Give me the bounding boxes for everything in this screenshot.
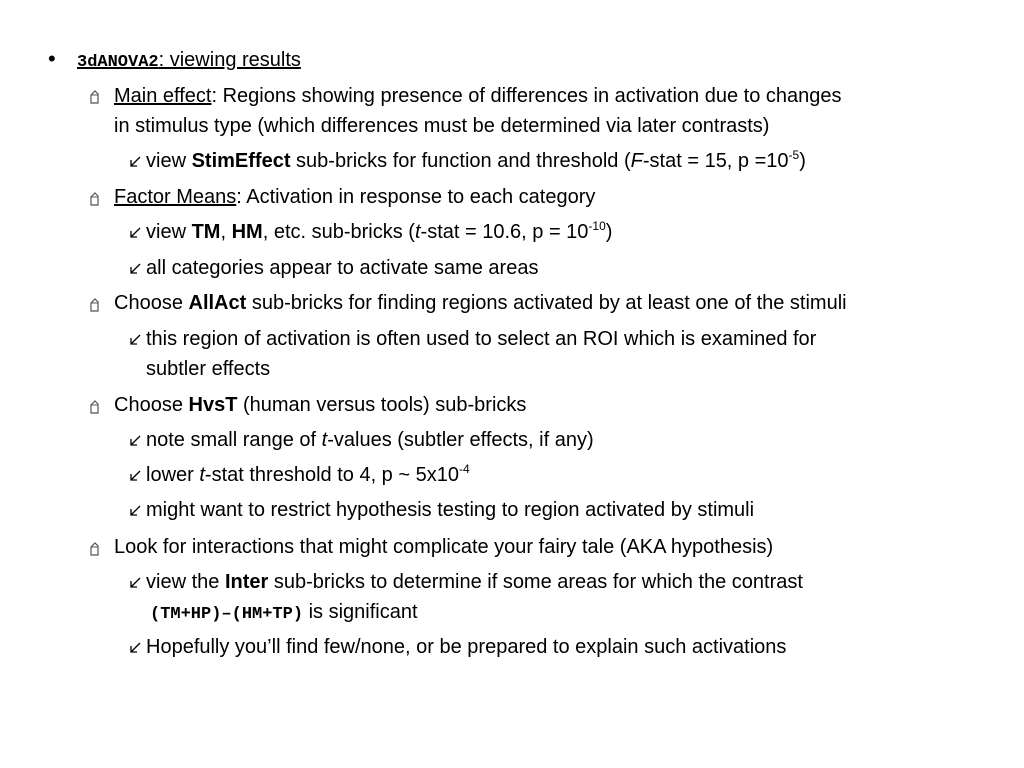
- pencil-bullet-icon: [88, 398, 100, 418]
- restrict-line: might want to restrict hypothesis testing to region activated by stimuli: [146, 499, 755, 521]
- tm-hm-line: view TM, HM, etc. sub-bricks (t-stat = 10.6, $p = 10^{-10}$): [146, 219, 613, 243]
- main-effect-line-2: in stimulus type (which differences must be determined via later contrasts): [114, 115, 770, 137]
- arrow-bullet-icon: [128, 155, 142, 169]
- arrow-bullet-icon: [128, 504, 142, 518]
- heading-code: 3dANOVA2: [77, 53, 159, 72]
- arrow-bullet-icon: [128, 434, 142, 448]
- factor-means-label: Factor Means: [114, 186, 237, 208]
- pencil-bullet-icon: [88, 190, 100, 210]
- main-effect-label: Main effect: [114, 85, 212, 107]
- inter-line-1: view the Inter sub-bricks to determine if some areas for which the contrast: [146, 571, 803, 593]
- main-effect-line-1: Main effect: Regions showing presence of differences in activation due to changes: [114, 85, 842, 107]
- pencil-bullet-icon: [88, 540, 100, 560]
- arrow-bullet-icon: [128, 262, 142, 276]
- slide-heading: [77, 48, 301, 75]
- interactions-line: Look for interactions that might complicate your fairy tale (AKA hypothesis): [114, 536, 774, 558]
- inter-line-2: (TM+HP)–(HM+TP) is significant: [150, 601, 418, 624]
- hopefully-line: Hopefully you’ll find few/none, or be prepared to explain such activations: [146, 636, 787, 658]
- arrow-bullet-icon: [128, 333, 142, 347]
- pencil-bullet-icon: [88, 88, 100, 108]
- roi-line-1: this region of activation is often used to select an ROI which is examined for: [146, 328, 817, 350]
- all-categories-line: all categories appear to activate same areas: [146, 257, 539, 279]
- allact-line: Choose AllAct sub-bricks for finding regions activated by at least one of the stimuli: [114, 292, 847, 314]
- threshold-line: lower t-stat threshold to 4, p ~ $5x10^{-4}$: [146, 462, 470, 486]
- hvst-line: Choose HvsT (human versus tools) sub-bricks: [114, 394, 527, 416]
- arrow-bullet-icon: [128, 469, 142, 483]
- contrast-code: (TM+HP)–(HM+TP): [150, 605, 304, 624]
- round-bullet-icon: •: [48, 46, 56, 71]
- arrow-bullet-icon: [128, 641, 142, 655]
- heading-text: : viewing results: [158, 49, 301, 71]
- t-values-line: note small range of t-values (subtler effects, if any): [146, 429, 594, 451]
- arrow-bullet-icon: [128, 576, 142, 590]
- factor-means-line: Factor Means: Activation in response to each category: [114, 186, 596, 208]
- stim-effect-line: view StimEffect sub-bricks for function and threshold (F-stat = 15, $p =10^{-5}$): [146, 148, 806, 172]
- pencil-bullet-icon: [88, 296, 100, 316]
- roi-line-2: subtler effects: [146, 358, 271, 380]
- arrow-bullet-icon: [128, 226, 142, 240]
